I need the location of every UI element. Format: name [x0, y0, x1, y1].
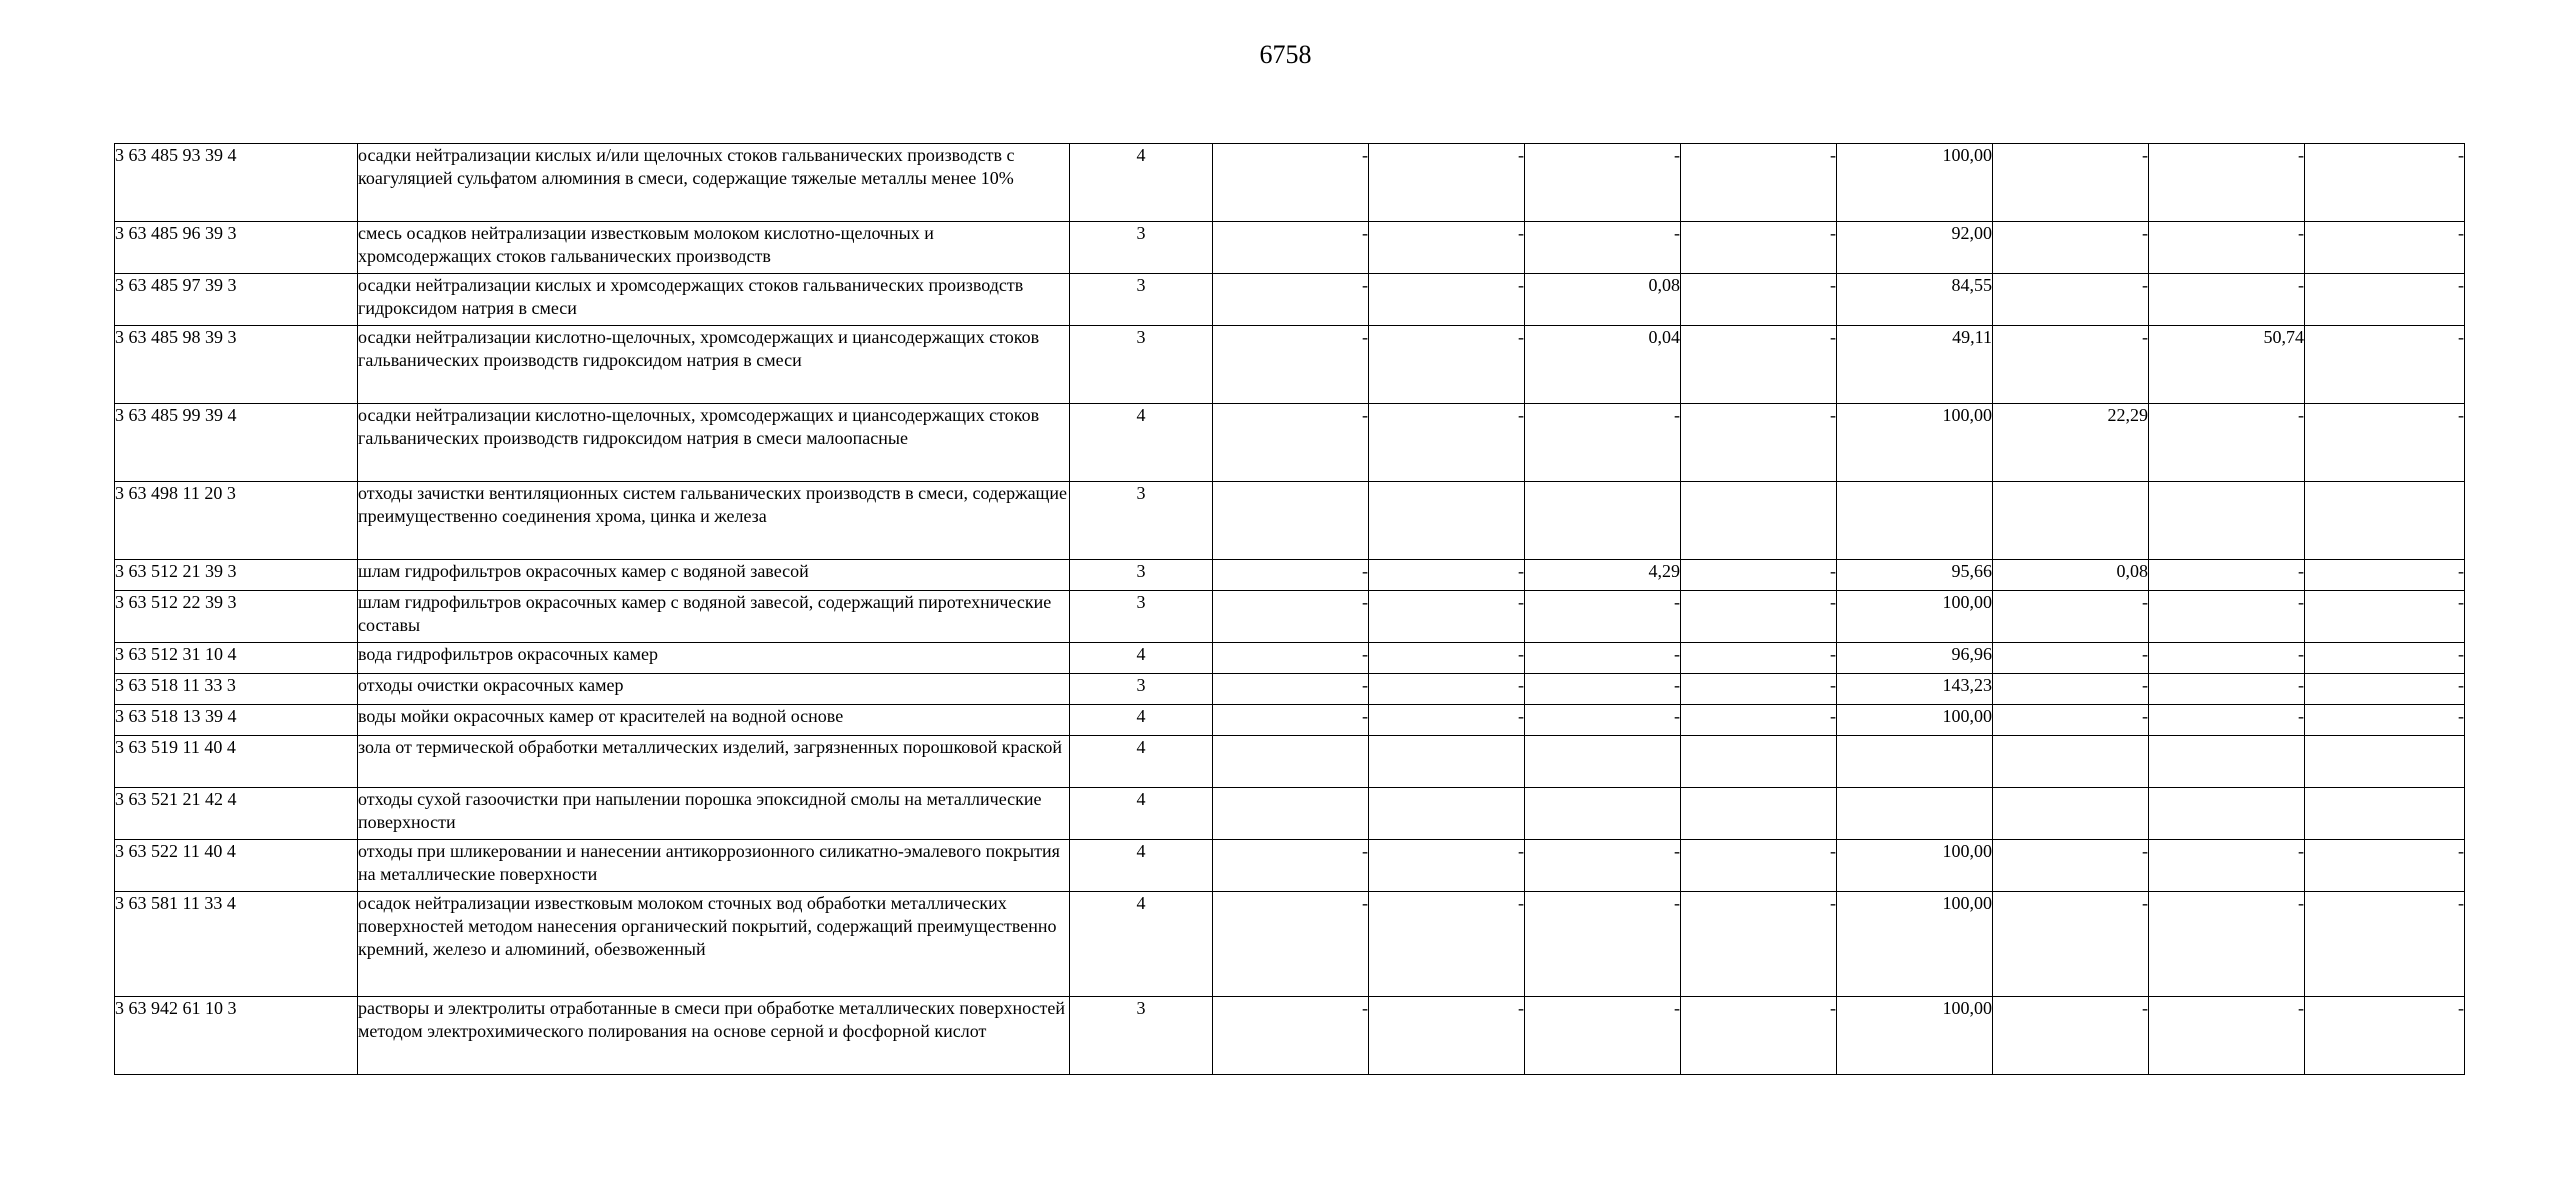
value-col-3-cell: 0,04	[1525, 326, 1681, 404]
value-col-1-cell: -	[1213, 560, 1369, 591]
waste-code-cell: 3 63 485 96 39 3	[115, 222, 358, 274]
value-col-8-cell	[2305, 736, 2465, 788]
value-col-4-cell: -	[1681, 705, 1837, 736]
value-col-5-cell	[1837, 736, 1993, 788]
value-col-2-cell: -	[1369, 997, 1525, 1075]
waste-code-cell: 3 63 512 21 39 3	[115, 560, 358, 591]
value-col-4-cell: -	[1681, 840, 1837, 892]
waste-name-cell: воды мойки окрасочных камер от красителей на водной основе	[358, 705, 1070, 736]
value-col-4-cell	[1681, 736, 1837, 788]
value-col-6-cell: -	[1993, 274, 2149, 326]
value-col-2-cell: -	[1369, 144, 1525, 222]
waste-name-cell: растворы и электролиты отработанные в смеси при обработке металлических поверхностей методом электрохимического полирования на основе серной и фосфорной кислот	[358, 997, 1070, 1075]
table-row	[115, 560, 2465, 591]
hazard-class-cell: 3	[1070, 274, 1213, 326]
value-col-2-cell	[1369, 736, 1525, 788]
value-col-7-cell: -	[2149, 274, 2305, 326]
table-row	[115, 674, 2465, 705]
waste-name-cell: осадки нейтрализации кислотно-щелочных, хромсодержащих и циансодержащих стоков гальванических производств гидроксидом натрия в смеси	[358, 326, 1070, 404]
value-col-5-cell: 84,55	[1837, 274, 1993, 326]
value-col-1-cell: -	[1213, 274, 1369, 326]
hazard-class-cell: 3	[1070, 482, 1213, 560]
table-row	[115, 892, 2465, 997]
hazard-class-cell: 4	[1070, 144, 1213, 222]
value-col-5-cell: 100,00	[1837, 997, 1993, 1075]
waste-name-cell: отходы сухой газоочистки при напылении порошка эпоксидной смолы на металлические поверхности	[358, 788, 1070, 840]
table-row	[115, 144, 2465, 222]
waste-code-cell: 3 63 485 99 39 4	[115, 404, 358, 482]
value-col-6-cell: 22,29	[1993, 404, 2149, 482]
value-col-2-cell	[1369, 788, 1525, 840]
value-col-2-cell: -	[1369, 674, 1525, 705]
value-col-7-cell: -	[2149, 222, 2305, 274]
value-col-4-cell: -	[1681, 144, 1837, 222]
value-col-2-cell: -	[1369, 404, 1525, 482]
waste-code-cell: 3 63 581 11 33 4	[115, 892, 358, 997]
hazard-class-cell: 4	[1070, 705, 1213, 736]
value-col-2-cell: -	[1369, 222, 1525, 274]
value-col-7-cell: -	[2149, 643, 2305, 674]
value-col-8-cell: -	[2305, 591, 2465, 643]
table-row	[115, 736, 2465, 788]
hazard-class-cell: 4	[1070, 892, 1213, 997]
value-col-3-cell: -	[1525, 591, 1681, 643]
table-row	[115, 222, 2465, 274]
value-col-8-cell: -	[2305, 326, 2465, 404]
value-col-2-cell	[1369, 482, 1525, 560]
value-col-4-cell: -	[1681, 674, 1837, 705]
value-col-1-cell	[1213, 788, 1369, 840]
value-col-4-cell: -	[1681, 274, 1837, 326]
value-col-1-cell: -	[1213, 892, 1369, 997]
value-col-4-cell: -	[1681, 643, 1837, 674]
value-col-7-cell: -	[2149, 674, 2305, 705]
value-col-1-cell	[1213, 736, 1369, 788]
value-col-3-cell	[1525, 736, 1681, 788]
value-col-4-cell: -	[1681, 326, 1837, 404]
value-col-5-cell: 100,00	[1837, 892, 1993, 997]
hazard-class-cell: 4	[1070, 840, 1213, 892]
value-col-1-cell: -	[1213, 674, 1369, 705]
value-col-3-cell	[1525, 788, 1681, 840]
table-row	[115, 274, 2465, 326]
value-col-8-cell: -	[2305, 144, 2465, 222]
value-col-3-cell: -	[1525, 674, 1681, 705]
value-col-7-cell: 50,74	[2149, 326, 2305, 404]
value-col-7-cell: -	[2149, 591, 2305, 643]
table-row	[115, 482, 2465, 560]
value-col-6-cell: -	[1993, 222, 2149, 274]
value-col-4-cell: -	[1681, 222, 1837, 274]
waste-code-cell: 3 63 522 11 40 4	[115, 840, 358, 892]
value-col-7-cell: -	[2149, 705, 2305, 736]
waste-code-cell: 3 63 498 11 20 3	[115, 482, 358, 560]
value-col-3-cell: 0,08	[1525, 274, 1681, 326]
value-col-3-cell: -	[1525, 705, 1681, 736]
value-col-3-cell	[1525, 482, 1681, 560]
value-col-5-cell	[1837, 788, 1993, 840]
hazard-class-cell: 3	[1070, 997, 1213, 1075]
value-col-1-cell: -	[1213, 144, 1369, 222]
value-col-2-cell: -	[1369, 643, 1525, 674]
value-col-2-cell: -	[1369, 560, 1525, 591]
value-col-5-cell: 143,23	[1837, 674, 1993, 705]
value-col-1-cell: -	[1213, 840, 1369, 892]
waste-name-cell: отходы зачистки вентиляционных систем гальванических производств в смеси, содержащие преимущественно соединения хрома, цинка и железа	[358, 482, 1070, 560]
waste-name-cell: смесь осадков нейтрализации известковым молоком кислотно-щелочных и хромсодержащих стоков гальванических производств	[358, 222, 1070, 274]
hazard-class-cell: 4	[1070, 736, 1213, 788]
hazard-class-cell: 4	[1070, 788, 1213, 840]
value-col-6-cell: -	[1993, 674, 2149, 705]
value-col-4-cell	[1681, 788, 1837, 840]
value-col-6-cell: -	[1993, 840, 2149, 892]
table-row	[115, 840, 2465, 892]
value-col-3-cell: -	[1525, 840, 1681, 892]
value-col-8-cell	[2305, 788, 2465, 840]
value-col-1-cell: -	[1213, 705, 1369, 736]
waste-name-cell: вода гидрофильтров окрасочных камер	[358, 643, 1070, 674]
value-col-8-cell: -	[2305, 560, 2465, 591]
waste-name-cell: осадки нейтрализации кислых и/или щелочных стоков гальванических производств с коагуляцией сульфатом алюминия в смеси, содержащие тяжелые металлы менее 10%	[358, 144, 1070, 222]
waste-name-cell: шлам гидрофильтров окрасочных камер с водяной завесой	[358, 560, 1070, 591]
table-row	[115, 643, 2465, 674]
hazard-class-cell: 4	[1070, 404, 1213, 482]
value-col-5-cell: 100,00	[1837, 840, 1993, 892]
value-col-7-cell	[2149, 482, 2305, 560]
table-row	[115, 404, 2465, 482]
value-col-5-cell: 100,00	[1837, 705, 1993, 736]
waste-code-cell: 3 63 518 11 33 3	[115, 674, 358, 705]
waste-code-cell: 3 63 485 93 39 4	[115, 144, 358, 222]
waste-name-cell: шлам гидрофильтров окрасочных камер с водяной завесой, содержащий пиротехнические составы	[358, 591, 1070, 643]
value-col-3-cell: -	[1525, 404, 1681, 482]
value-col-3-cell: 4,29	[1525, 560, 1681, 591]
value-col-7-cell: -	[2149, 560, 2305, 591]
value-col-6-cell: -	[1993, 144, 2149, 222]
table-row	[115, 326, 2465, 404]
value-col-6-cell	[1993, 788, 2149, 840]
value-col-5-cell: 100,00	[1837, 591, 1993, 643]
waste-name-cell: осадки нейтрализации кислых и хромсодержащих стоков гальванических производств гидроксидом натрия в смеси	[358, 274, 1070, 326]
value-col-7-cell: -	[2149, 840, 2305, 892]
value-col-2-cell: -	[1369, 892, 1525, 997]
value-col-4-cell: -	[1681, 404, 1837, 482]
value-col-8-cell: -	[2305, 997, 2465, 1075]
value-col-6-cell	[1993, 482, 2149, 560]
value-col-7-cell	[2149, 736, 2305, 788]
value-col-4-cell: -	[1681, 560, 1837, 591]
value-col-6-cell: -	[1993, 326, 2149, 404]
value-col-2-cell: -	[1369, 705, 1525, 736]
value-col-6-cell: -	[1993, 705, 2149, 736]
waste-code-cell: 3 63 512 31 10 4	[115, 643, 358, 674]
value-col-2-cell: -	[1369, 274, 1525, 326]
waste-code-cell: 3 63 485 98 39 3	[115, 326, 358, 404]
waste-code-cell: 3 63 518 13 39 4	[115, 705, 358, 736]
value-col-1-cell: -	[1213, 404, 1369, 482]
value-col-7-cell: -	[2149, 997, 2305, 1075]
waste-code-cell: 3 63 521 21 42 4	[115, 788, 358, 840]
value-col-2-cell: -	[1369, 326, 1525, 404]
value-col-3-cell: -	[1525, 997, 1681, 1075]
value-col-1-cell: -	[1213, 591, 1369, 643]
value-col-5-cell: 95,66	[1837, 560, 1993, 591]
value-col-7-cell: -	[2149, 404, 2305, 482]
value-col-5-cell: 92,00	[1837, 222, 1993, 274]
value-col-7-cell: -	[2149, 892, 2305, 997]
waste-name-cell: зола от термической обработки металлических изделий, загрязненных порошковой краской	[358, 736, 1070, 788]
value-col-4-cell	[1681, 482, 1837, 560]
value-col-1-cell	[1213, 482, 1369, 560]
waste-code-cell: 3 63 942 61 10 3	[115, 997, 358, 1075]
value-col-8-cell: -	[2305, 674, 2465, 705]
waste-name-cell: осадки нейтрализации кислотно-щелочных, хромсодержащих и циансодержащих стоков гальванических производств гидроксидом натрия в смеси малоопасные	[358, 404, 1070, 482]
value-col-6-cell	[1993, 736, 2149, 788]
table-body	[115, 144, 2465, 1075]
waste-code-cell: 3 63 485 97 39 3	[115, 274, 358, 326]
value-col-4-cell: -	[1681, 997, 1837, 1075]
value-col-6-cell: -	[1993, 892, 2149, 997]
value-col-6-cell: -	[1993, 643, 2149, 674]
hazard-class-cell: 3	[1070, 560, 1213, 591]
waste-classification-table	[114, 143, 2465, 1075]
waste-name-cell: отходы при шликеровании и нанесении антикоррозионного силикатно-эмалевого покрытия на металлические поверхности	[358, 840, 1070, 892]
value-col-5-cell: 100,00	[1837, 404, 1993, 482]
value-col-8-cell: -	[2305, 274, 2465, 326]
hazard-class-cell: 4	[1070, 643, 1213, 674]
value-col-4-cell: -	[1681, 591, 1837, 643]
value-col-6-cell: 0,08	[1993, 560, 2149, 591]
value-col-8-cell: -	[2305, 222, 2465, 274]
hazard-class-cell: 3	[1070, 591, 1213, 643]
waste-name-cell: осадок нейтрализации известковым молоком сточных вод обработки металлических поверхностей методом нанесения органический покрытий, содержащий преимущественно кремний, железо и алюминий, обезвоженный	[358, 892, 1070, 997]
hazard-class-cell: 3	[1070, 674, 1213, 705]
value-col-8-cell: -	[2305, 840, 2465, 892]
value-col-8-cell: -	[2305, 705, 2465, 736]
waste-code-cell: 3 63 512 22 39 3	[115, 591, 358, 643]
table-row	[115, 997, 2465, 1075]
value-col-1-cell: -	[1213, 222, 1369, 274]
value-col-1-cell: -	[1213, 997, 1369, 1075]
value-col-8-cell: -	[2305, 643, 2465, 674]
value-col-7-cell	[2149, 788, 2305, 840]
hazard-class-cell: 3	[1070, 326, 1213, 404]
value-col-3-cell: -	[1525, 222, 1681, 274]
table-row	[115, 705, 2465, 736]
value-col-2-cell: -	[1369, 591, 1525, 643]
value-col-3-cell: -	[1525, 892, 1681, 997]
value-col-8-cell	[2305, 482, 2465, 560]
value-col-5-cell	[1837, 482, 1993, 560]
table-row	[115, 591, 2465, 643]
value-col-1-cell: -	[1213, 643, 1369, 674]
value-col-7-cell: -	[2149, 144, 2305, 222]
value-col-6-cell: -	[1993, 997, 2149, 1075]
hazard-class-cell: 3	[1070, 222, 1213, 274]
value-col-8-cell: -	[2305, 892, 2465, 997]
value-col-8-cell: -	[2305, 404, 2465, 482]
value-col-6-cell: -	[1993, 591, 2149, 643]
value-col-3-cell: -	[1525, 643, 1681, 674]
waste-name-cell: отходы очистки окрасочных камер	[358, 674, 1070, 705]
value-col-1-cell: -	[1213, 326, 1369, 404]
value-col-4-cell: -	[1681, 892, 1837, 997]
table-row	[115, 788, 2465, 840]
value-col-3-cell: -	[1525, 144, 1681, 222]
page-number: 6758	[1259, 40, 1312, 69]
value-col-5-cell: 96,96	[1837, 643, 1993, 674]
value-col-5-cell: 100,00	[1837, 144, 1993, 222]
waste-code-cell: 3 63 519 11 40 4	[115, 736, 358, 788]
value-col-5-cell: 49,11	[1837, 326, 1993, 404]
value-col-2-cell: -	[1369, 840, 1525, 892]
